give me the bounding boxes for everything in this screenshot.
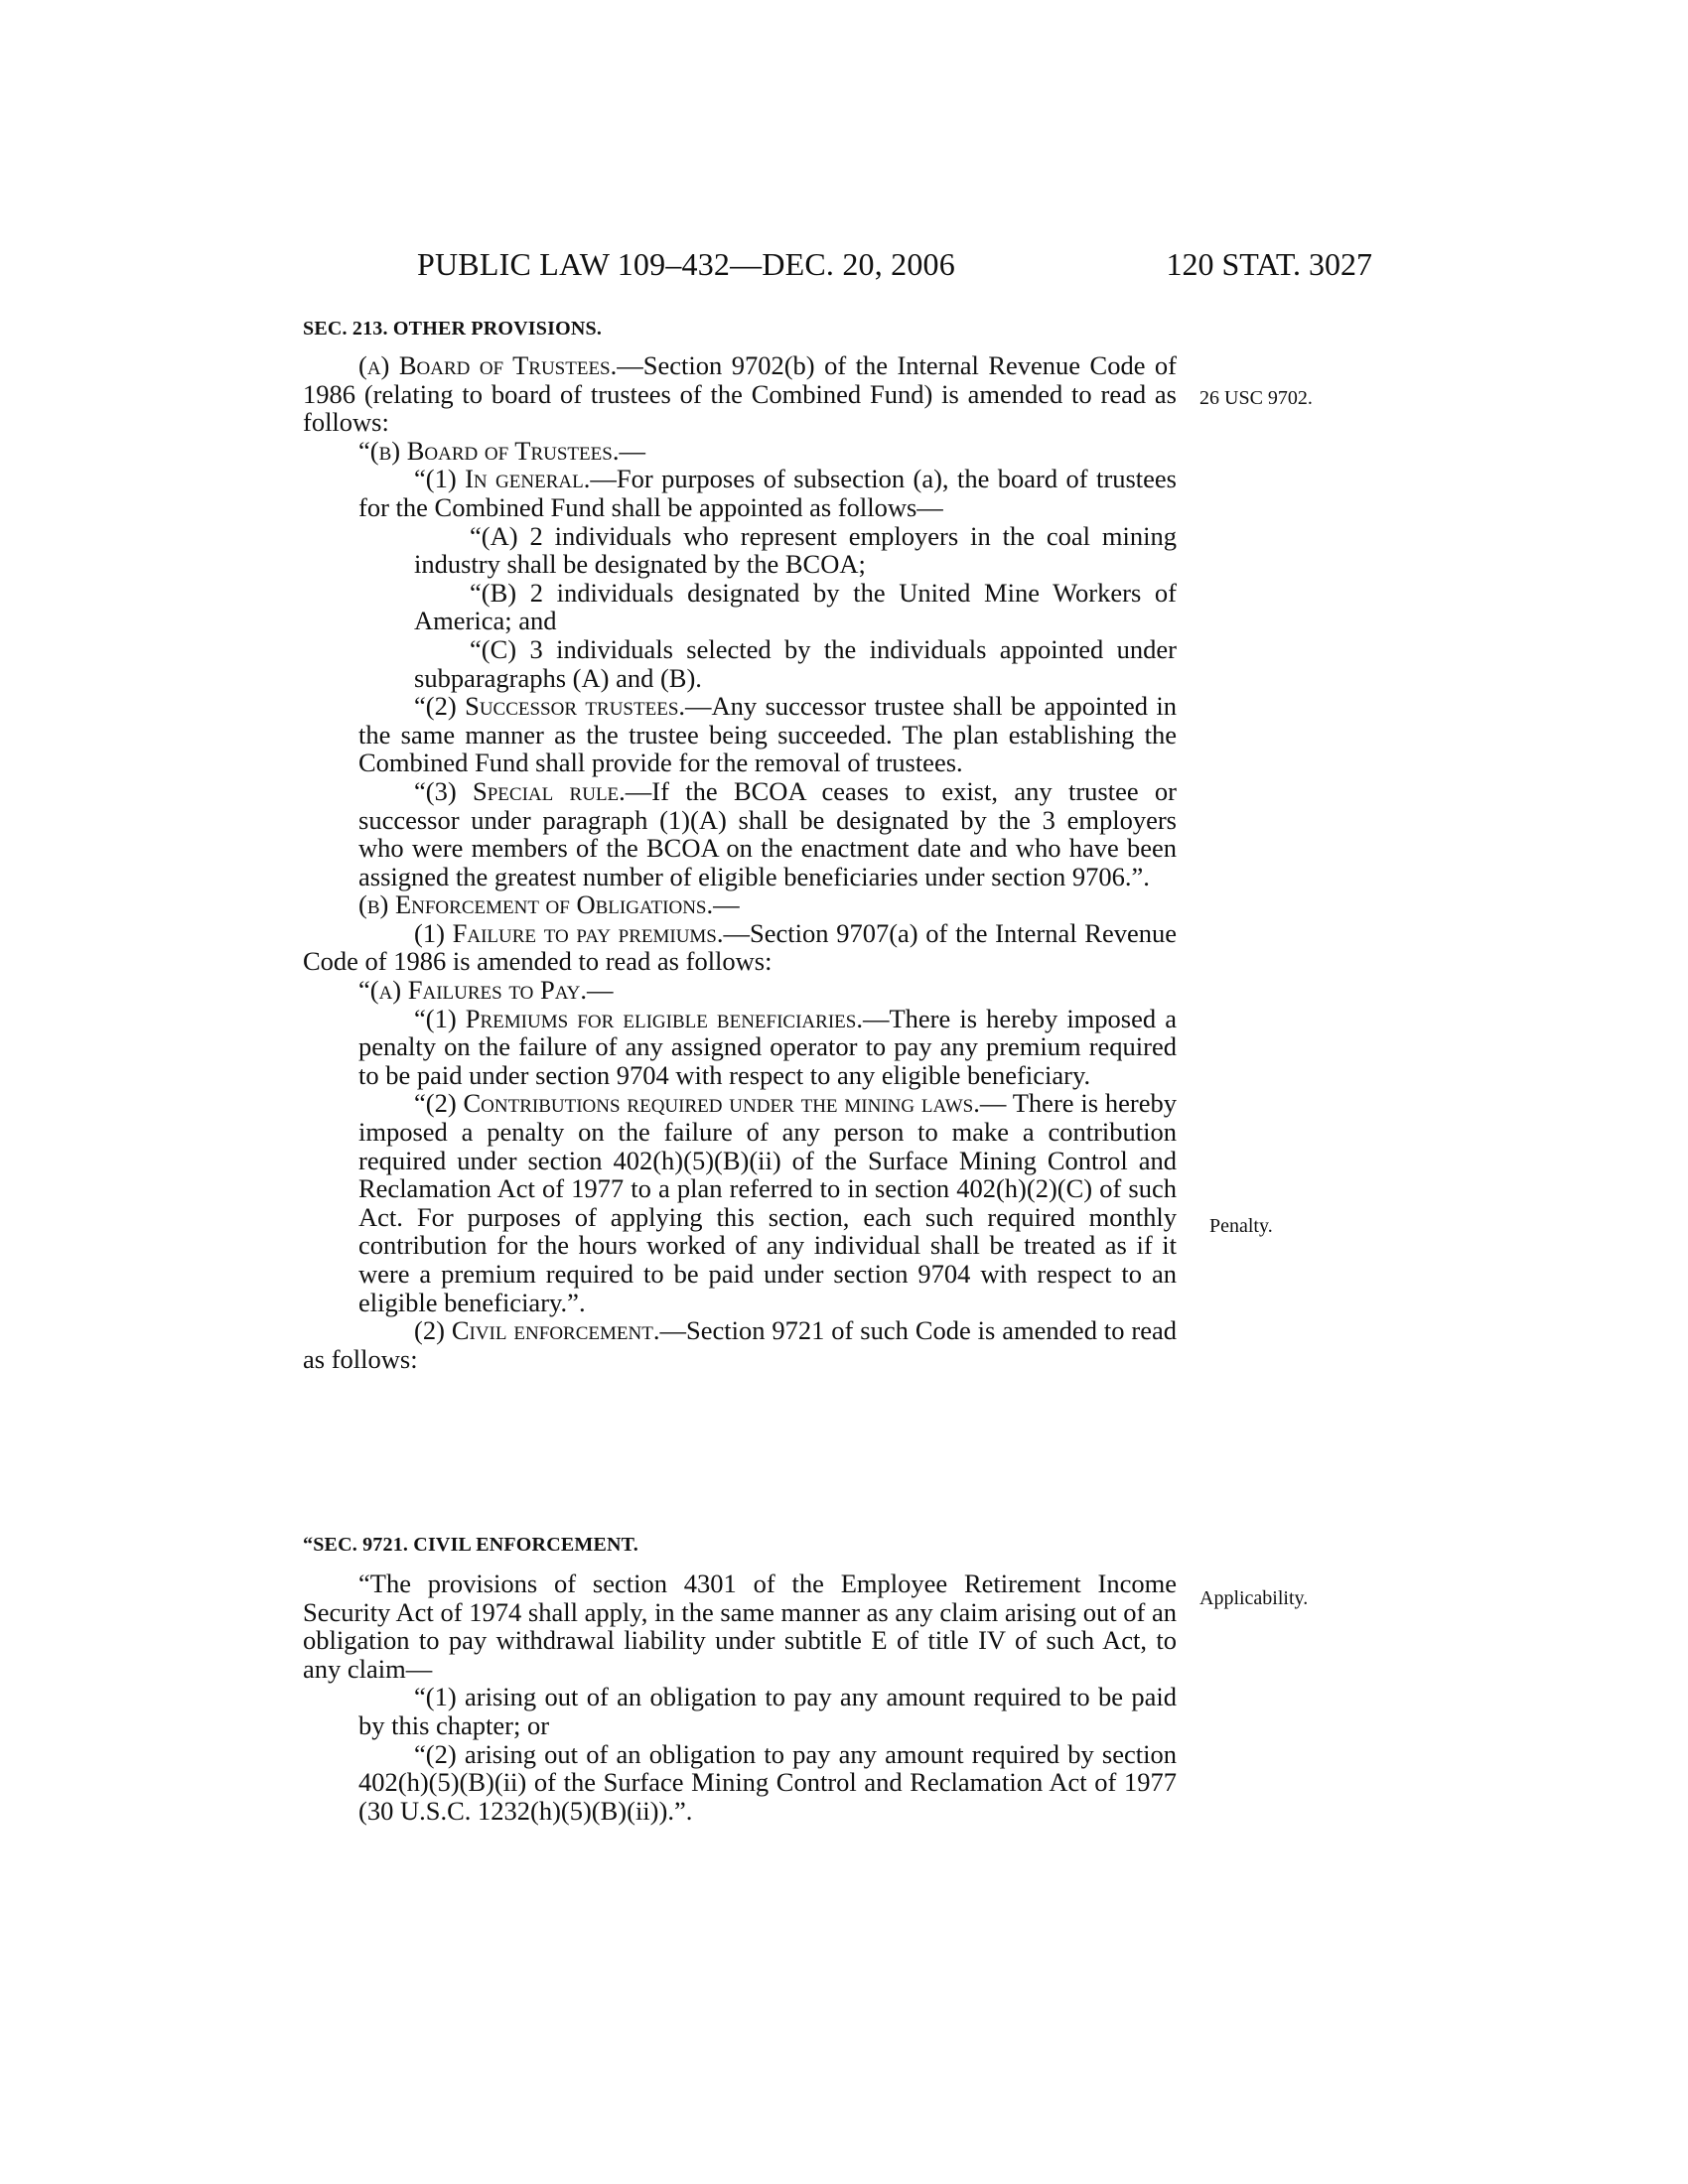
subsection-b-text: — (713, 889, 740, 920)
margin-note-applicability: Applicability. (1199, 1587, 1309, 1609)
paragraph-2 (303, 692, 1177, 777)
failure-paragraph-2-text: — There is hereby imposed a penalty on the failure of any person to make a contribution required under section 402(h)(5)(B)(ii) of the Surface Mining Control and Reclamation Act of 1977 to a plan referred to in section 402(h)(2)(C) of such Act. For purposes of applying this section, each such required monthly contribution for the hours worked of any individual shall be treated as if it were a premium required to be paid under section 9704 with respect to an eligible beneficiary.”. (358, 1088, 1177, 1317)
subsection-a (303, 351, 1177, 437)
paragraph-3-text: —If the BCOA ceases to exist, any trustee or successor under paragraph (1)(A) shall be designated by the 3 employers who were members of the BCOA on the enactment date and who have been assigned the greatest number of eligible beneficiaries under section 9706.”. (358, 775, 1177, 891)
paragraph-1-text: —For purposes of subsection (a), the board of trustees for the Combined Fund shall be appointed as follows— (358, 464, 1177, 522)
claim-paragraph-2: “(2) arising out of an obligation to pay any amount required by section 402(h)(5)(B)(ii) of the Surface Mining Control and Reclamation Act of 1977 (30 U.S.C. 1232(h)(5)(B)(ii)).”. (358, 1738, 1177, 1826)
failure-paragraph-2-label: “(2) Contributions required under the mining laws. (414, 1088, 980, 1119)
page-header (417, 246, 1372, 286)
section-9721-intro: “The provisions of section 4301 of the Employee Retirement Income Security Act of 1974 shall apply, in the same manner as any claim arising out of an obligation to pay withdrawal liability under subtitle E of title IV of such Act, to any claim— (303, 1569, 1177, 1684)
failure-paragraph-2 (303, 1089, 1177, 1316)
subsection-b-label: (b) Enforcement of Obligations. (358, 889, 714, 920)
inserted-subsection-a-label: “(a) Failures to Pay. (358, 975, 588, 1006)
statute-page-number: 120 STAT. 3027 (1166, 246, 1372, 282)
inserted-subsection-a (303, 976, 1177, 1005)
paragraph-2-label: “(2) Successor trustees. (414, 691, 686, 722)
enforcement-paragraph-2-label: (2) Civil enforcement. (414, 1315, 660, 1346)
inserted-subsection-b-label: “(b) Board of Trustees. (358, 435, 620, 466)
enforcement-paragraph-2 (303, 1316, 1177, 1373)
section-heading-9721: “SEC. 9721. CIVIL ENFORCEMENT. (303, 1534, 638, 1556)
claim-paragraph-1: “(1) arising out of an obligation to pay any amount required to be paid by this chapter; or (358, 1682, 1177, 1740)
section-heading-213: SEC. 213. OTHER PROVISIONS. (303, 318, 603, 340)
margin-note-penalty: Penalty. (1209, 1215, 1273, 1237)
failure-paragraph-1-label: “(1) Premiums for eligible beneficiaries. (414, 1003, 863, 1033)
enforcement-paragraph-2-text: —Section 9721 of such Code is amended to read as follows: (303, 1315, 1178, 1374)
paragraph-3-label: “(3) Special rule. (414, 775, 626, 806)
inserted-subsection-b (303, 437, 1177, 466)
section-213-body (303, 351, 1177, 1373)
failure-paragraph-1-text: —There is hereby imposed a penalty on the failure of any assigned operator to pay any premium required to be paid under section 9704 with respect to any eligible beneficiary. (358, 1003, 1177, 1090)
running-title: PUBLIC LAW 109–432—DEC. 20, 2006 (417, 246, 955, 282)
margin-note-usc: 26 USC 9702. (1199, 387, 1313, 409)
paragraph-3 (303, 777, 1177, 890)
paragraph-1 (303, 465, 1177, 521)
subparagraph-c: “(C) 3 individuals selected by the individuals appointed under subparagraphs (A) and (B). (414, 633, 1177, 693)
subsection-a-label: (a) Board of Trustees. (358, 350, 618, 380)
subparagraph-b: “(B) 2 individuals designated by the United Mine Workers of America; and (414, 577, 1177, 636)
paragraph-2-text: —Any successor trustee shall be appointed in the same manner as the trustee being succeeded. The plan establishing the Combined Fund shall provide for the removal of trustees. (358, 691, 1177, 778)
enforcement-paragraph-1 (303, 919, 1177, 976)
paragraph-1-label: “(1) In general. (414, 464, 591, 494)
failure-paragraph-1 (303, 1005, 1177, 1090)
enforcement-paragraph-1-label: (1) Failure to pay premiums. (414, 917, 724, 948)
section-9721-body (303, 1570, 1177, 1825)
subparagraph-a: “(A) 2 individuals who represent employers in the coal mining industry shall be designated by the BCOA; (414, 520, 1177, 580)
enforcement-paragraph-1-text: —Section 9707(a) of the Internal Revenue Code of 1986 is amended to read as follows: (303, 917, 1177, 977)
subsection-b (303, 890, 1177, 919)
subsection-a-text: —Section 9702(b) of the Internal Revenue Code of 1986 (relating to board of trustees of the Combined Fund) is amended to read as follows: (303, 350, 1177, 438)
inserted-subsection-b-text: — (619, 435, 645, 466)
inserted-subsection-a-text: — (587, 975, 614, 1006)
